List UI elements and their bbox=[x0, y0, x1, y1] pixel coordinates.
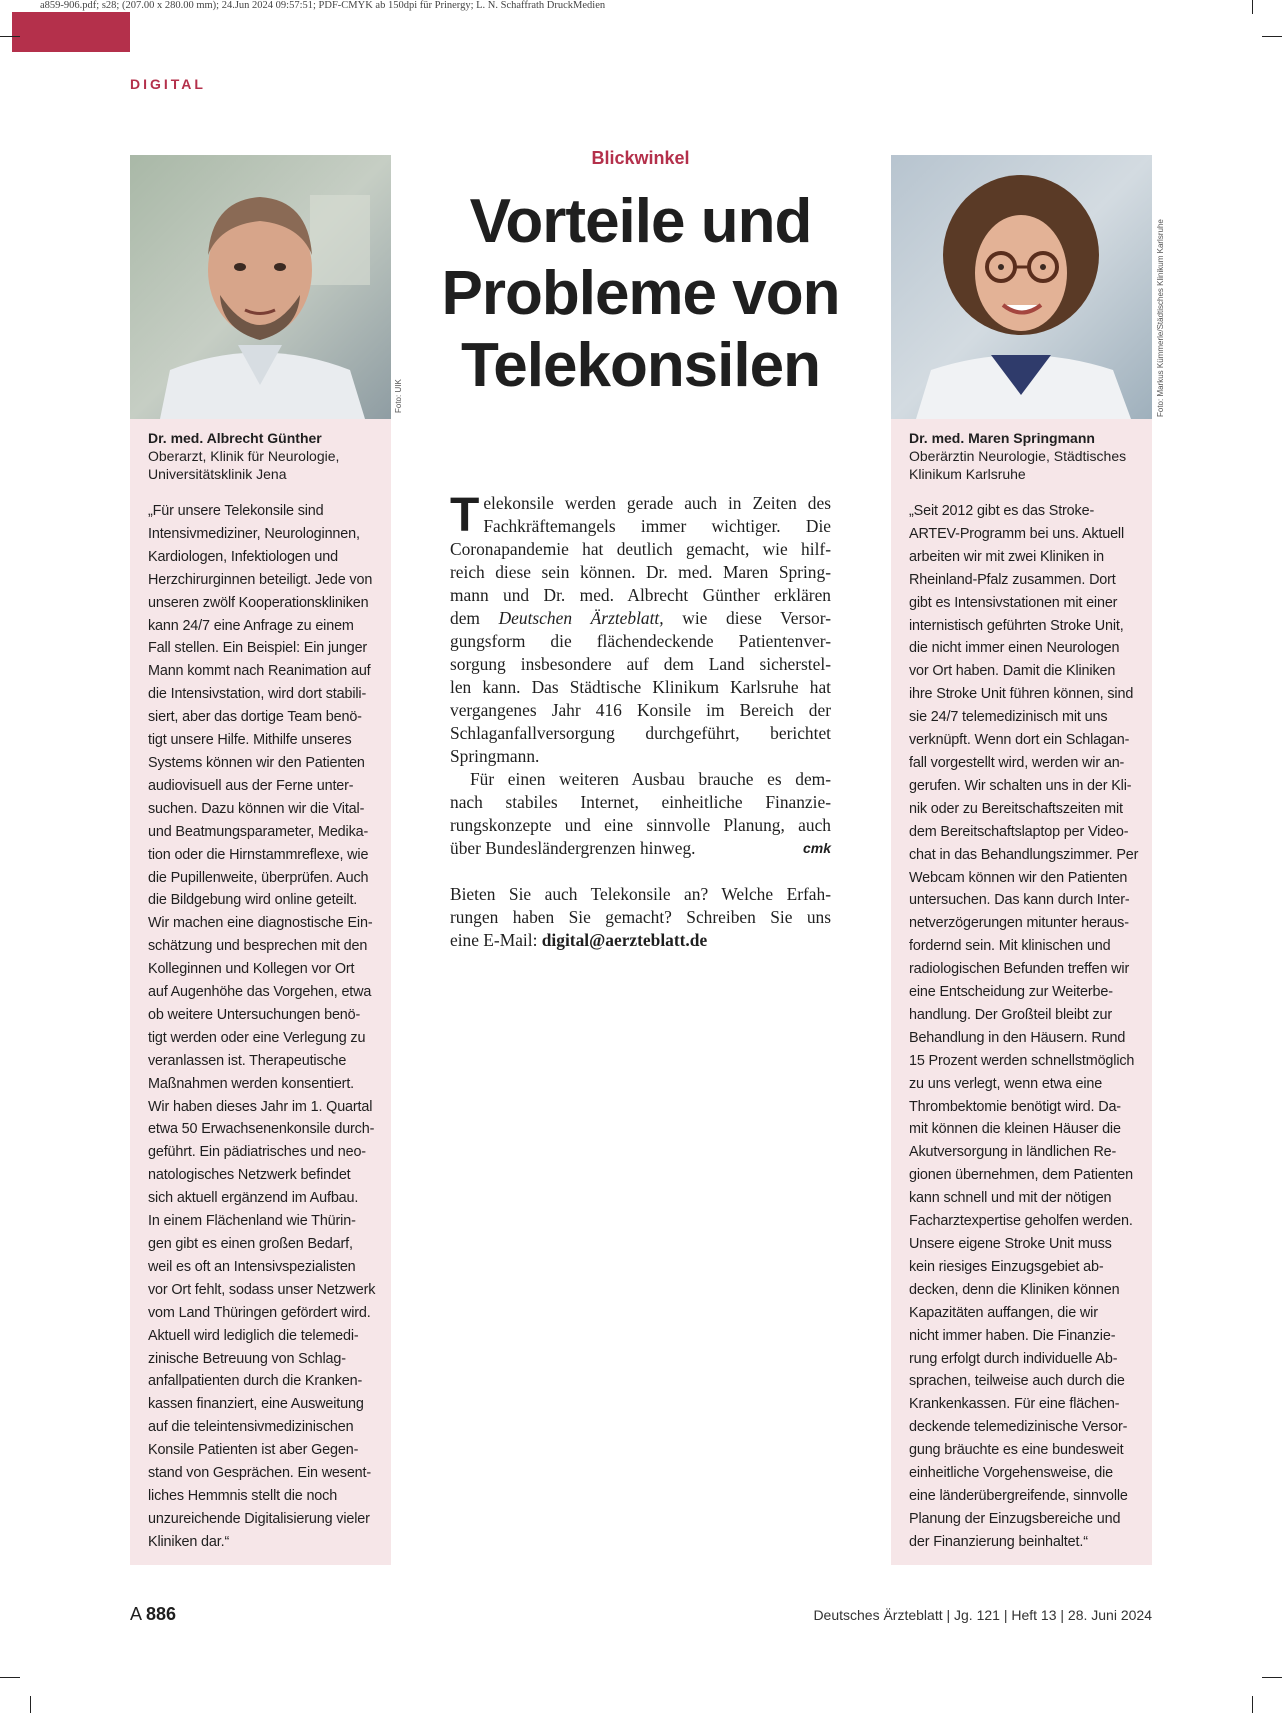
article-body bbox=[450, 489, 831, 952]
quote-line: ihre Stroke Unit führen können, sind bbox=[909, 686, 1134, 703]
quote-line: etwa 50 Erwachsenenkonsile durch- bbox=[148, 1121, 375, 1138]
text-line: elekonsile werden gerade auch in Zeiten des bbox=[483, 493, 831, 513]
quote-line: Behandlung in den Häusern. Rund bbox=[909, 1029, 1126, 1046]
crop-mark bbox=[1262, 36, 1282, 37]
quote-line: eine Entscheidung zur Weiterbe- bbox=[909, 984, 1113, 1001]
drop-cap: T bbox=[450, 489, 480, 542]
quote-line: Mann kommt nach Reanimation auf bbox=[148, 663, 371, 680]
quote-line: kann 24/7 eine Anfrage zu einem bbox=[148, 617, 354, 634]
quote-line: auf die teleintensivmedizinischen bbox=[148, 1419, 354, 1436]
quote-line: vor Ort haben. Damit die Kliniken bbox=[909, 663, 1116, 680]
role-line: Universitätsklinik Jena bbox=[148, 466, 287, 482]
quote-line: zinische Betreuung von Schlag- bbox=[148, 1350, 346, 1367]
quote-line: unseren zwölf Kooperationskliniken bbox=[148, 594, 369, 611]
quote-line: mit können die kleinen Häuser die bbox=[909, 1121, 1121, 1138]
text-line bbox=[450, 837, 831, 860]
quote-line: die Bildgebung wird online geteilt. bbox=[148, 892, 358, 909]
expert-role-left bbox=[130, 447, 391, 483]
kicker: Blickwinkel bbox=[591, 148, 690, 168]
text-run: wie diese Versor- bbox=[663, 608, 831, 628]
quote-line: weil es oft an Intensivspezialisten bbox=[148, 1258, 356, 1275]
expert-role-right bbox=[891, 447, 1152, 483]
quote-line: die Pupillenweite, überprüfen. Auch bbox=[148, 869, 369, 886]
quote-line: Kliniken dar.“ bbox=[148, 1533, 230, 1550]
quote-line: Maßnahmen werden konsentiert. bbox=[148, 1075, 355, 1092]
text-line: Springmann. bbox=[450, 746, 540, 766]
lead-paragraph bbox=[450, 489, 831, 768]
quote-line: netverzögerungen mitunter heraus- bbox=[909, 915, 1129, 932]
section-color-bar bbox=[12, 12, 130, 52]
quote-line: nik oder zu Bereitschaftszeiten mit bbox=[909, 800, 1123, 817]
quote-line: vor Ort fehlt, sodass unser Netzwerk bbox=[148, 1281, 376, 1298]
quote-line: handlung. Der Großteil bleibt zur bbox=[909, 1006, 1113, 1023]
quote-line: unzureichende Digitalisierung vieler bbox=[148, 1510, 370, 1527]
quote-line: 15 Prozent werden schnellstmöglich bbox=[909, 1052, 1135, 1069]
headline-line: Probleme von bbox=[441, 259, 840, 328]
page-number: 886 bbox=[146, 1604, 177, 1624]
role-line: Klinikum Karlsruhe bbox=[909, 466, 1026, 482]
quote-line: Konsile Patienten ist aber Gegen- bbox=[148, 1442, 359, 1459]
quote-line: die Intensivstation, wird dort stabili- bbox=[148, 686, 367, 703]
crop-mark bbox=[0, 36, 20, 37]
quote-line: tigt unsere Hilfe. Mithilfe unseres bbox=[148, 732, 352, 749]
text-line: reich diese sein können. Dr. med. Maren Spring- bbox=[450, 562, 831, 582]
crop-mark bbox=[30, 1696, 31, 1713]
quote-line: untersuchen. Das kann durch Inter- bbox=[909, 892, 1130, 909]
quote-line: audiovisuell aus der Ferne unter- bbox=[148, 777, 354, 794]
headline-line: Telekonsilen bbox=[461, 331, 820, 400]
quote-line: Aktuell wird lediglich die telemedi- bbox=[148, 1327, 359, 1344]
text-line: rungskonzepte und eine sinnvolle Planung, auch bbox=[450, 815, 831, 835]
quote-line: kein riesiges Einzugsgebiet ab- bbox=[909, 1258, 1104, 1275]
call-to-action bbox=[450, 883, 831, 952]
quote-line: Herzchirurginnen beteiligt. Jede von bbox=[148, 571, 373, 588]
quote-line: suchen. Dazu können wir die Vital- bbox=[148, 800, 365, 817]
text-line: vergangenes Jahr 416 Konsile im Bereich der bbox=[450, 700, 831, 720]
quote-line: Systems können wir den Patienten bbox=[148, 754, 365, 771]
author-signature: cmk bbox=[802, 840, 831, 856]
quote-line: ob weitere Untersuchungen benö- bbox=[148, 1006, 361, 1023]
text-line: Für einen weiteren Ausbau brauche es dem- bbox=[470, 769, 831, 789]
expert-card-right bbox=[891, 155, 1165, 1565]
quote-line: vom Land Thüringen gefördert wird. bbox=[148, 1304, 371, 1321]
publication-name: Deutschen Ärzteblatt, bbox=[498, 608, 664, 628]
quote-line: eine länderübergreifende, sinnvolle bbox=[909, 1487, 1128, 1504]
quote-line: schätzung und besprechen mit den bbox=[148, 938, 368, 955]
quote-line: decken, denn die Kliniken können bbox=[909, 1281, 1120, 1298]
page-folio bbox=[130, 1604, 176, 1625]
text-line: nach stabiles Internet, einheitliche Finanzie- bbox=[450, 792, 831, 812]
text-line: Coronapandemie hat deutlich gemacht, wie hilf- bbox=[450, 539, 831, 559]
quote-line: rung erfolgt durch individuelle Ab- bbox=[909, 1350, 1118, 1367]
quote-line: Webcam können wir den Patienten bbox=[909, 869, 1128, 886]
crop-mark bbox=[1252, 0, 1253, 14]
quote-line: fall vorgestellt wird, werden wir an- bbox=[909, 754, 1125, 771]
crop-mark bbox=[1252, 1696, 1253, 1713]
text-run: über Bundesländergrenzen hinweg. bbox=[450, 838, 696, 858]
quote-line: geführt. Ein pädiatrisches und neo- bbox=[148, 1144, 366, 1161]
quote-line: siert, aber das dortige Team benö- bbox=[148, 709, 362, 726]
text-line: Schlaganfallversorgung durchgeführt, berichtet bbox=[450, 723, 831, 743]
expert-card-left bbox=[130, 155, 403, 1565]
text-line: gungsform die flächendeckende Patientenver- bbox=[450, 631, 831, 651]
quote-line: tigt werden oder eine Verlegung zu bbox=[148, 1029, 366, 1046]
quote-line: sprachen, teilweise auch durch die bbox=[909, 1373, 1125, 1390]
text-line: mann und Dr. med. Albrecht Günther erklären bbox=[450, 585, 831, 605]
quote-line: dem Bereitschaftslaptop per Video- bbox=[909, 823, 1129, 840]
text-line: rungen haben Sie gemacht? Schreiben Sie uns bbox=[450, 907, 831, 927]
headline-line: Vorteile und bbox=[469, 187, 812, 256]
photo-credit-right: Foto: Markus Kümmerle/Städtisches Klinikum Karlsruhe bbox=[1156, 219, 1165, 417]
quote-line: Unsere eigene Stroke Unit muss bbox=[909, 1236, 1112, 1252]
quote-line: sich aktuell ergänzend im Aufbau. bbox=[148, 1190, 359, 1207]
crop-mark bbox=[1262, 1677, 1282, 1678]
portrait-photo-right bbox=[891, 155, 1152, 419]
quote-line: arbeiten wir mit zwei Kliniken in bbox=[909, 548, 1104, 565]
email-link[interactable]: digital@aerzteblatt.de bbox=[541, 930, 708, 950]
quote-line: Wir machen eine diagnostische Ein- bbox=[148, 915, 373, 932]
quote-line: Rheinland-Pfalz zusammen. Dort bbox=[909, 571, 1116, 588]
text-run: dem bbox=[450, 608, 499, 628]
journal-reference: Deutsches Ärzteblatt | Jg. 121 | Heft 13 | 28. Juni 2024 bbox=[813, 1607, 1152, 1623]
quote-line: In einem Flächenland wie Thürin- bbox=[148, 1213, 356, 1230]
quote-line: chat in das Behandlungszimmer. Per bbox=[909, 846, 1139, 863]
quote-line: stand von Gesprächen. Ein wesent- bbox=[148, 1465, 372, 1482]
quote-line: deckende telemedizinische Versor- bbox=[909, 1419, 1128, 1436]
quote-line: der Finanzierung beinhaltet.“ bbox=[909, 1533, 1088, 1550]
quote-line: gibt es Intensivstationen mit einer bbox=[909, 594, 1118, 611]
section-label: DIGITAL bbox=[130, 76, 206, 92]
quote-line: auf Augenhöhe das Vorgehen, etwa bbox=[148, 984, 372, 1001]
quote-line: und Beatmungsparameter, Medika- bbox=[148, 823, 369, 840]
quote-line: anfallpatienten durch die Kranken- bbox=[148, 1373, 363, 1390]
expert-name-right: Dr. med. Maren Springmann bbox=[909, 430, 1095, 446]
quote-line: liches Hemmnis stellt die noch bbox=[148, 1487, 338, 1504]
text-line: Bieten Sie auch Telekonsile an? Welche Erfah- bbox=[450, 884, 831, 904]
quote-line: Thrombektomie benötigt wird. Da- bbox=[909, 1098, 1121, 1115]
quote-line: einheitliche Vorgehensweise, die bbox=[909, 1465, 1114, 1482]
role-line: Oberarzt, Klinik für Neurologie, bbox=[148, 448, 340, 464]
quote-line: gung bräuchte es eine bundesweit bbox=[909, 1442, 1124, 1459]
quote-line: gionen übernehmen, dem Patienten bbox=[909, 1167, 1134, 1184]
text-line: len kann. Das Städtische Klinikum Karlsruhe hat bbox=[450, 677, 831, 697]
quote-line: Krankenkassen. Für eine flächen- bbox=[909, 1396, 1120, 1413]
quote-line: radiologischen Befunden treffen wir bbox=[909, 961, 1130, 978]
quote-line: sie 24/7 telemedizinisch mit uns bbox=[909, 709, 1108, 726]
text-line bbox=[450, 607, 831, 630]
folio-prefix: A bbox=[130, 1604, 142, 1624]
quote-line: Akutversorgung in ländlichen Re- bbox=[909, 1144, 1117, 1161]
quote-line: Wir haben dieses Jahr im 1. Quartal bbox=[148, 1098, 373, 1115]
headline bbox=[430, 186, 851, 402]
role-line: Oberärztin Neurologie, Städtisches bbox=[909, 448, 1127, 464]
quote-line: nicht immer haben. Die Finanzie- bbox=[909, 1327, 1116, 1344]
second-paragraph bbox=[450, 768, 831, 860]
text-line bbox=[450, 929, 831, 952]
quote-line: gen gibt es einen großen Bedarf, bbox=[148, 1236, 353, 1252]
crop-mark bbox=[0, 1677, 20, 1678]
quote-line: kassen finanziert, eine Ausweitung bbox=[148, 1396, 364, 1413]
quote-line: verknüpft. Wenn dort ein Schlagan- bbox=[909, 732, 1130, 749]
portrait-photo-left bbox=[130, 155, 403, 419]
expert-quote-right bbox=[891, 483, 1152, 1554]
quote-line: Facharztexpertise geholfen werden. bbox=[909, 1213, 1133, 1230]
quote-line: zu uns verlegt, wenn etwa eine bbox=[909, 1075, 1103, 1092]
expert-quote-left bbox=[130, 483, 391, 1554]
text-line: Fachkräftemangels immer wichtiger. Die bbox=[483, 516, 831, 536]
quote-line: Kolleginnen und Kollegen vor Ort bbox=[148, 961, 355, 978]
quote-line: kann schnell und mit der nötigen bbox=[909, 1190, 1112, 1207]
text-line: sorgung insbesondere auf dem Land sicherstel- bbox=[450, 654, 831, 674]
expert-name-left: Dr. med. Albrecht Günther bbox=[148, 430, 322, 446]
quote-line: internistisch geführten Stroke Unit, bbox=[909, 617, 1124, 634]
quote-line: tion oder die Hirnstammreflexe, wie bbox=[148, 846, 369, 863]
quote-line: „Für unsere Telekonsile sind bbox=[148, 503, 324, 519]
quote-line: Kapazitäten auffangen, die wir bbox=[909, 1304, 1098, 1321]
quote-line: gerufen. Wir schalten uns in der Kli- bbox=[909, 777, 1132, 794]
quote-line: natologisches Netzwerk befindet bbox=[148, 1167, 351, 1184]
quote-line: Fall stellen. Ein Beispiel: Ein junger bbox=[148, 640, 368, 657]
quote-line: „Seit 2012 gibt es das Stroke- bbox=[909, 503, 1095, 519]
quote-line: die nicht immer einen Neurologen bbox=[909, 640, 1120, 657]
print-slug: a859-906.pdf; s28; (207.00 x 280.00 mm); 24.Jun 2024 09:57:51; PDF-CMYK ab 150dpi für Prinergy; L. N. Schaffrath DruckMedien bbox=[40, 0, 606, 11]
quote-line: Planung der Einzugsbereiche und bbox=[909, 1510, 1121, 1527]
quote-line: fordernd sein. Mit klinischen und bbox=[909, 938, 1111, 955]
quote-line: Intensivmediziner, Neurologinnen, bbox=[148, 525, 360, 542]
photo-credit-left: Foto: UIK bbox=[394, 379, 403, 413]
quote-line: veranlassen ist. Therapeutische bbox=[148, 1052, 347, 1069]
quote-line: Kardiologen, Infektiologen und bbox=[148, 548, 338, 565]
text-run: eine E-Mail: bbox=[450, 930, 542, 950]
quote-line: ARTEV-Programm bei uns. Aktuell bbox=[909, 525, 1125, 542]
